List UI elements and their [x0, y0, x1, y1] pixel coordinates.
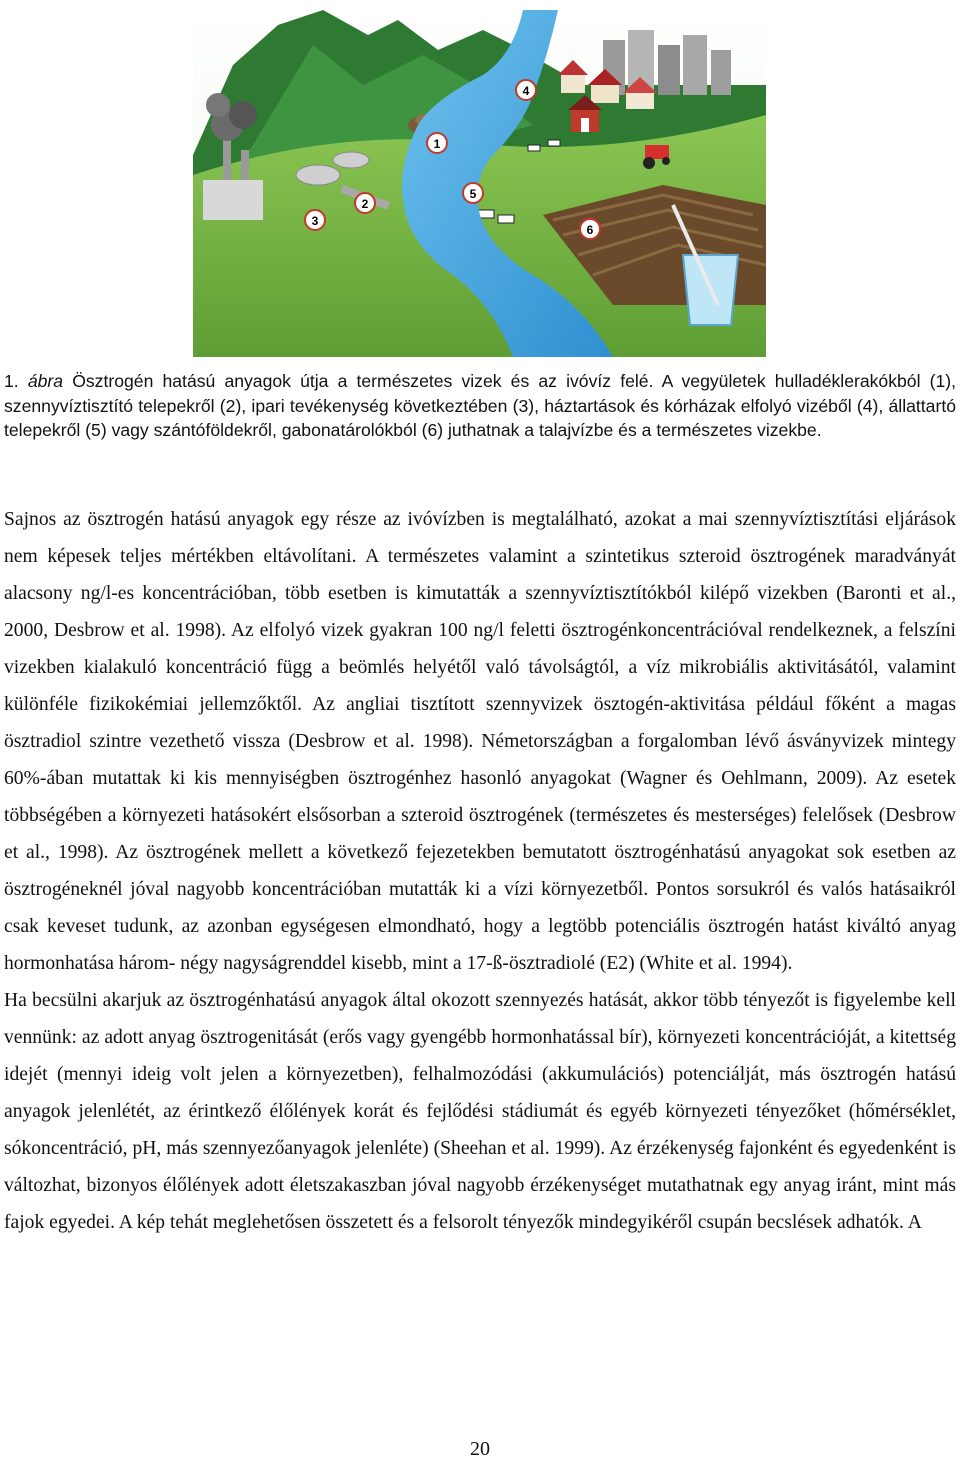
page-number: 20: [470, 1438, 490, 1460]
illustration-estrogen-pathways: [193, 5, 766, 357]
figure-caption: [4, 369, 956, 443]
marker-5: [463, 183, 483, 203]
paragraph-2: Ha becsülni akarjuk az ösztrogénhatású anyagok által okozott szennyezés hatását, akkor több tényezőt is figyelembe kell vennünk: az adott anyag ösztrogenitását (erős vagy gyengébb hormonhatással bír), környezeti koncentrációját, a kitettség idejét (mennyi ideig volt jelen a környezetben), felhalmozódási (akkumulációs) potenciálját, más ösztrogén hatású anyagok jelenlétét, az érintkező élőlények korát és fejlődési stádiumát és egyéb környezeti tényezőket (hőmérséklet, sókoncentráció, pH, más szennyezőanyagok jelenléte) (Sheehan et al. 1999). Az érzékenység fajonként és egyedenként is változhat, bizonyos élőlények adott életszakaszban jóval nagyobb érzékenységet mutathatnak egy anyag iránt, mint más fajok egyedei. A kép tehát meglehetősen összetett és a felsorolt tényezők mindegyikéről csupán becslések adhatók. A: [4, 990, 956, 1233]
svg-text:1: 1: [433, 137, 441, 151]
marker-4: [516, 80, 536, 100]
paragraph-1: Sajnos az ösztrogén hatású anyagok egy része az ivóvízben is megtalálható, azokat a mai szennyvíztisztítási eljárások nem képesek teljes mértékben eltávolítani. A természetes valamint a szintetikus szteroid ösztrogének maradványát alacsony ng/l-es koncentrációban, több esetben is kimutatták a szennyvíztisztítókból kilépő vizekben (Baronti et al., 2000, Desbrow et al. 1998). Az elfolyó vizek gyakran 100 ng/l feletti ösztrogénkoncentrációval rendelkeznek, a felszíni vizekben kialakuló koncentráció függ a beömlés helyétől való távolságtól, a víz mikrobiális aktivitásától, valamint különféle fizikokémiai jellemzőktől. Az angliai tisztított szennyvizek ösztogén-aktivitása például főként a magas ösztradiol szintre vezethető vissza (Desbrow et al. 1998). Németországban a forgalomban lévő ásványvizek mintegy 60%-ában mutattak ki kis mennyiségben ösztrogénhez hasonló anyagokat (Wagner és Oehlmann, 2009). Az esetek többségében a környezeti hatásokért elsősorban a szteroid ösztrogének (természetes és mesterséges) felelősek (Desbrow et al., 1998). Az ösztrogének mellett a következő fejezetekben bemutatott ösztrogénhatású anyagokat sok esetben az ösztrogéneknél jóval nagyobb koncentrációban mutatták ki a vízi környezetből. Pontos sorsukról és valós hatásaikról csak keveset tudunk, az azonban egységesen elmondható, hogy a legtöbb potenciális ösztrogén hatást kiváltó anyag hormonhatása három- négy nagyságrenddel kisebb, mint a 17-ß-ösztradiolé (E2) (White et al. 1994).: [4, 509, 956, 974]
marker-1: [427, 133, 447, 153]
caption-number: 1.: [4, 371, 19, 391]
svg-text:2: 2: [361, 197, 369, 211]
caption-text: Ösztrogén hatású anyagok útja a természetes vizek és az ivóvíz felé. A vegyületek hulladéklerakókból (1), szennyvíztisztító telepekről (2), ipari tevékenység következtében (3), háztartások és kórházak elfolyó vizéből (4), állattartó telepekről (5) vagy szántóföldekről, gabonatárolókból (6) juthatnak a talajvízbe és a természetes vizekbe.: [4, 371, 957, 441]
svg-text:3: 3: [311, 214, 319, 228]
body-text: [4, 501, 956, 1241]
svg-text:6: 6: [586, 223, 594, 237]
svg-text:5: 5: [469, 187, 477, 201]
caption-label: ábra: [27, 371, 64, 391]
marker-3: [305, 210, 325, 230]
marker-6: [580, 219, 600, 239]
marker-2: [355, 193, 375, 213]
svg-text:4: 4: [522, 84, 530, 98]
